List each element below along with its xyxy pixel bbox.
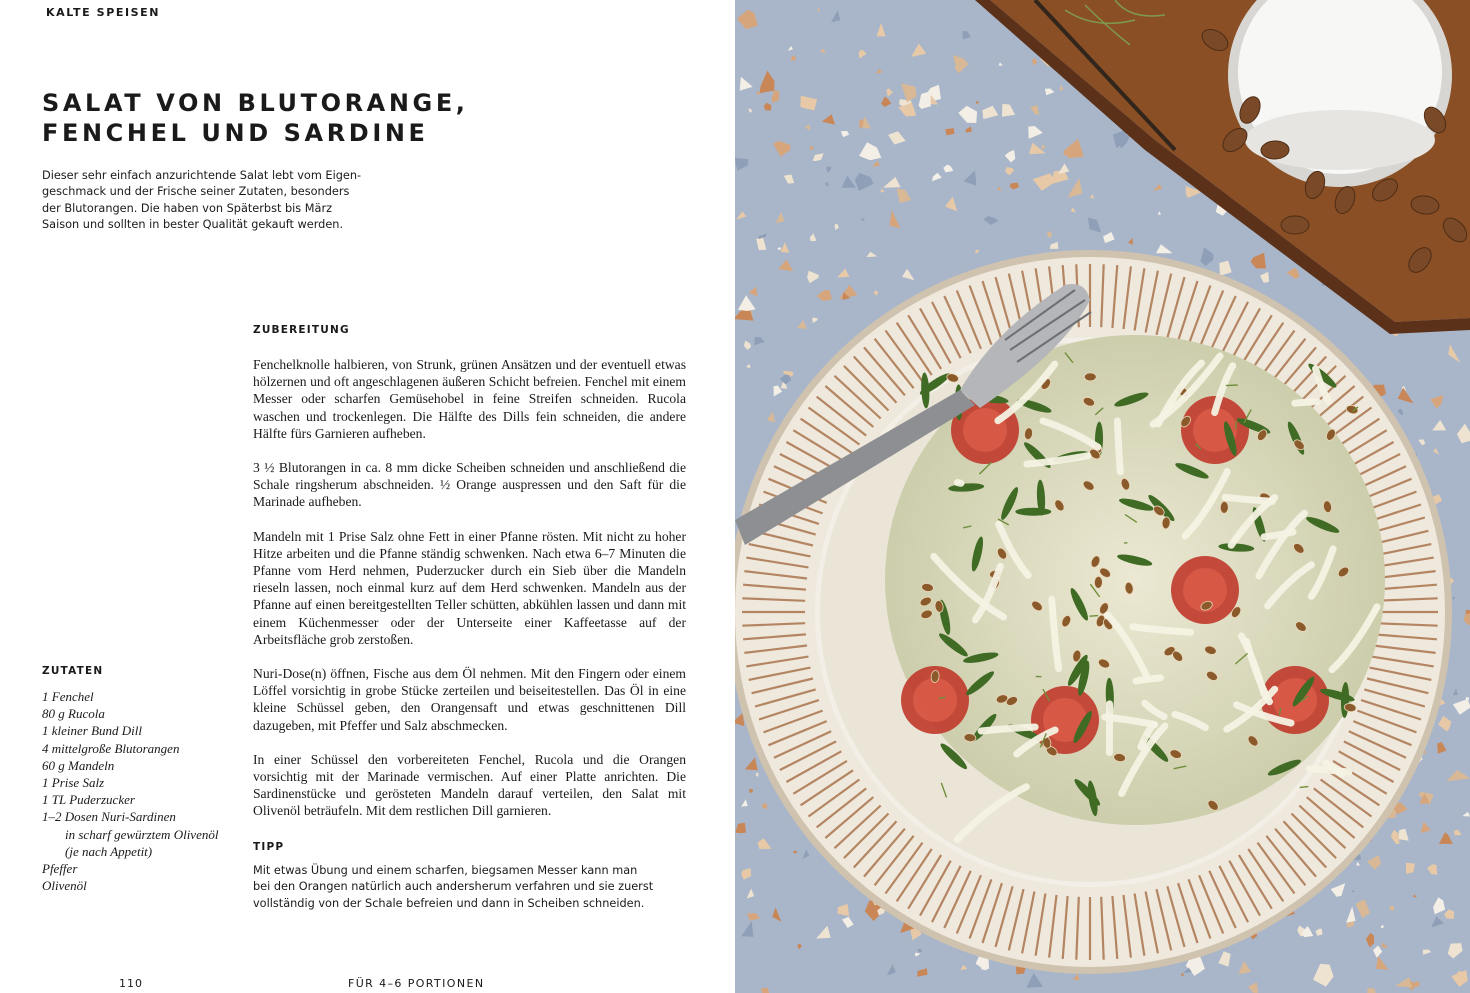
blood-orange-flesh — [963, 408, 1007, 452]
preparation-heading: ZUBEREITUNG — [253, 324, 350, 336]
fennel-ribbon — [957, 483, 961, 484]
fennel-ribbon — [1295, 402, 1318, 404]
almond-piece — [1220, 501, 1228, 513]
intro-line: der Blutorangen. Die haben von Späterbst bis März — [42, 201, 333, 215]
dill-frond — [1300, 787, 1309, 788]
tip-line: vollständig von der Schale befreien und dann in Scheiben schneiden. — [253, 896, 645, 910]
recipe-intro — [42, 168, 392, 233]
recipe-title-line-2: FENCHEL UND SARDINE — [42, 119, 429, 147]
tip-line: Mit etwas Übung und einem scharfen, biegsamen Messer kann man — [253, 864, 638, 877]
recipe-title-line-1: SALAT VON BLUTORANGE, — [42, 89, 469, 117]
blood-orange-flesh — [913, 678, 957, 722]
fennel-ribbon — [981, 727, 1035, 731]
ingredient-item: 1 Fenchel — [42, 689, 94, 704]
intro-line: Saison und sollten in bester Qualität gekauft werden. — [42, 217, 344, 231]
ingredient-item: 1–2 Dosen Nuri-Sardinen — [42, 809, 176, 825]
ingredients-heading: ZUTATEN — [42, 665, 104, 677]
fennel-ribbon — [1225, 497, 1272, 501]
almond-piece — [1094, 576, 1102, 588]
recipe-title — [42, 88, 469, 148]
salad-plate-photo — [735, 0, 1470, 993]
portions-label: FÜR 4–6 PORTIONEN — [348, 977, 485, 990]
ingredient-item: 1 Prise Salz — [42, 775, 105, 791]
ingredients-list — [42, 688, 218, 894]
dill-frond — [1226, 385, 1238, 386]
ingredient-item: 80 g Rucola — [42, 706, 105, 722]
terrazzo-chip — [1181, 973, 1183, 976]
dill-frond — [1236, 421, 1237, 429]
section-label: KALTE SPEISEN — [46, 6, 161, 19]
ingredient-item: Pfeffer — [42, 861, 78, 877]
almond — [1261, 141, 1290, 160]
salad-photo-illustration — [735, 0, 1470, 993]
preparation-step: In einer Schüssel den vorbereiteten Fenchel, Rucola und die Orangen vorsichtig mit der Marinade vermischen. Auf einer Platte anrichten. Die Sardinenstücke und gerösteten Mandeln darauf verteilen, den Salat mit Olivenöl beträufeln. Mit dem restlichen Dill garnieren. — [253, 751, 686, 819]
ingredient-item: 60 g Mandeln — [42, 757, 115, 773]
intro-line: Dieser sehr einfach anzurichtende Salat lebt vom Eigen- — [42, 169, 362, 182]
almond — [1281, 216, 1309, 234]
almond-piece — [1084, 373, 1096, 381]
dill-frond — [1090, 616, 1099, 617]
preparation-step: 3 ½ Blutorangen in ca. 8 mm dicke Scheiben schneiden und anschließend die Schale ringsherum abschneiden. ½ Orange auspressen und den Saft für die Marinade aufheben. — [253, 460, 686, 510]
tip-line: bei den Orangen natürlich auch andersherum verfahren und sie zuerst — [253, 880, 654, 894]
tip-heading: TIPP — [253, 841, 285, 853]
preparation-step: Nuri-Dose(n) öffnen, Fische aus dem Öl nehmen. Mit den Fingern oder einem Löffel vorsichtig in grobe Stücke zerteilen und beiseitestellen. Das Öl in eine kleine Schüssel geben, den Orangensaft und etwas geschnittenen Dill dazugeben, mit Pfeffer und Salz abschmecken. — [253, 666, 686, 733]
dill-frond — [939, 697, 946, 698]
preparation-step: Fenchelknolle halbieren, von Strunk, grünen Ansätzen und der eventuell etwas hölzernen und oft angeschlagenen äußeren Schicht befreien. Fenchel mit einem Messer oder scharfen Gemüsehobel in feine Streifen schneiden. Rucola waschen und trockenlegen. Die Hälfte des Dills fein schneiden, die andere Hälfte fürs Garnieren aufheben. — [253, 357, 686, 441]
tip-text — [253, 863, 693, 912]
page-number: 110 — [119, 977, 143, 990]
ingredient-item: Olivenöl — [42, 878, 87, 894]
preparation-steps — [253, 356, 686, 837]
fennel-ribbon — [1309, 769, 1349, 772]
arugula-leaf — [1015, 508, 1051, 516]
preparation-step: Mandeln mit 1 Prise Salz ohne Fett in einer Pfanne rösten. Mit nicht zu hoher Hitze arbeiten und die Pfanne ständig schwenken. Nach etwa 6–7 Minuten die Pfanne vom Herd nehmen, Puderzucker durch ein Sieb über die Mandeln rieseln lassen, noch einmal kurz auf dem Herd schwenken. Mandeln aus der Pfanne auf einen bereitgestellten Teller schütten, abkühlen lassen und dann mit einem Küchenmesser oder der Unterseite einer Kaffeetasse auf der Arbeitsfläche grob zerstoßen. — [253, 528, 686, 647]
ingredient-item: in scharf gewürztem Olivenöl — [65, 826, 219, 842]
ingredient-item: (je nach Appetit) — [65, 843, 153, 859]
ingredient-item: 4 mittelgroße Blutorangen — [42, 740, 180, 756]
fennel-ribbon — [1117, 421, 1120, 472]
ingredient-item: 1 TL Puderzucker — [42, 792, 135, 808]
ingredient-item: 1 kleiner Bund Dill — [42, 723, 143, 739]
intro-line: geschmack und der Frische seiner Zutaten, besonders — [42, 185, 350, 199]
